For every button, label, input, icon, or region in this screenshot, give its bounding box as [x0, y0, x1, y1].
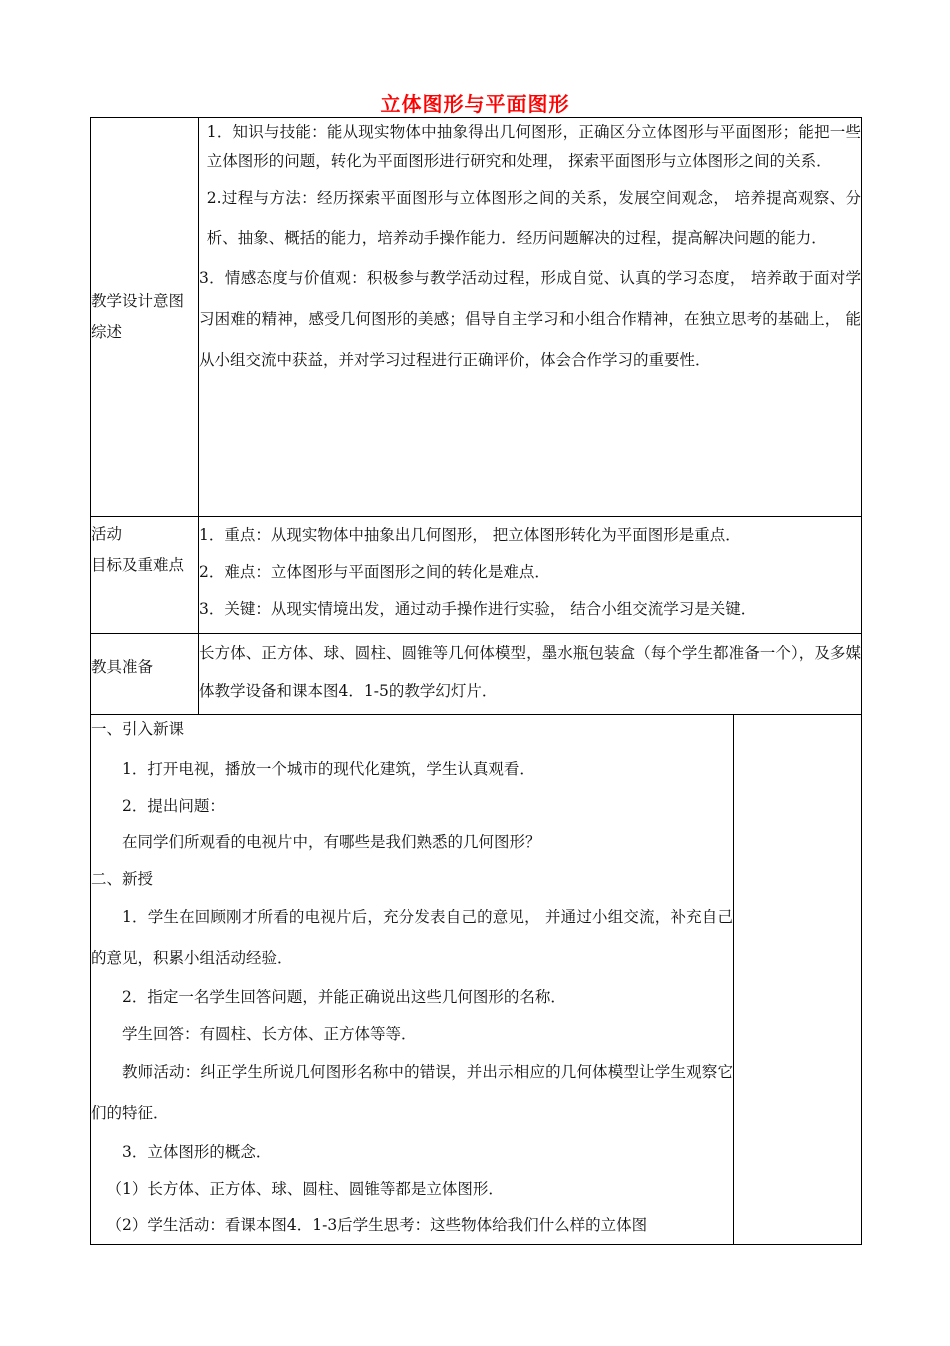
- lesson-line-teacher: 教师活动：纠正学生所说几何图形名称中的错误，并出示相应的几何体模型让学生观察它们的特征．: [91, 1063, 733, 1122]
- goal-key-point: 1．重点：从现实物体中抽象出几何图形， 把立体图形转化为平面图形是重点．: [199, 526, 741, 544]
- intent-label: 教学设计意图综述: [91, 292, 185, 341]
- intent-line-1: 1．知识与技能：能从现实物体中抽象得出几何图形，正确区分立体图形与平面图形；能把一些立体图形的问题，转化为平面图形进行研究和处理， 探索平面图形与立体图形之间的关系．: [206, 123, 862, 170]
- goal-difficulty: 2．难点：立体图形与平面图形之间的转化是难点．: [199, 563, 550, 581]
- goal-crux: 3．关键：从现实情境出发，通过动手操作进行实验， 结合小组交流学习是关键．: [199, 600, 757, 618]
- lesson-line-ask: 在同学们所观看的电视片中，有哪些是我们熟悉的几何图形？: [122, 833, 541, 851]
- tools-label-cell: [91, 634, 199, 715]
- lesson-line-question: 2．提出问题：: [122, 796, 225, 815]
- lesson-line-student-answer: 学生回答：有圆柱、长方体、正方体等等．: [122, 1024, 417, 1043]
- goals-content-cell: [199, 517, 862, 634]
- goals-label-line2: 目标及重难点: [91, 556, 185, 574]
- lesson-notes-cell: [734, 715, 862, 1245]
- intent-line-2: 2.过程与方法：经历探索平面图形与立体图形之间的关系，发展空间观念， 培养提高观察、分析、抽象、概括的能力，培养动手操作能力．经历问题解决的过程，提高解决问题的能力．: [206, 189, 862, 247]
- intent-row: [91, 118, 862, 517]
- lesson-line-tv: 1．打开电视，播放一个城市的现代化建筑，学生认真观看．: [122, 760, 535, 778]
- lesson-line-review: 1．学生在回顾刚才所看的电视片后，充分发表自己的意见， 并通过小组交流，补充自己的意见，积累小组活动经验．: [91, 908, 733, 967]
- lesson-plan-table: [90, 117, 862, 1245]
- lesson-section-intro: 一、引入新课: [91, 720, 185, 738]
- tools-text: 长方体、正方体、球、圆柱、圆锥等几何体模型，墨水瓶包装盒（每个学生都准备一个），及多媒体教学设备和课本图4．1-5的教学幻灯片．: [199, 644, 862, 700]
- lesson-line-answer-task: 2．指定一名学生回答问题，并能正确说出这些几何图形的名称．: [122, 988, 566, 1006]
- intent-label-cell: [91, 118, 199, 517]
- intent-line-3: 3．情感态度与价值观：积极参与教学活动过程，形成自觉、认真的学习态度， 培养敢于面对学习困难的精神，感受几何图形的美感；倡导自主学习和小组合作精神，在独立思考的基础上， 能从小组交流中获益，并对学习过程进行正确评价，体会合作学习的重要性．: [199, 269, 862, 369]
- lesson-line-concept: 3．立体图形的概念．: [122, 1143, 272, 1161]
- lesson-line-activity: （2）学生活动：看课本图4．1-3后学生思考：这些物体给我们什么样的立体图: [106, 1216, 648, 1234]
- lesson-content-cell: [91, 715, 734, 1245]
- tools-row: [91, 634, 862, 715]
- lesson-row: [91, 715, 862, 1245]
- goals-label-line1: 活动: [91, 525, 123, 543]
- lesson-section-new: 二、新授: [91, 869, 154, 888]
- intent-content-cell: [199, 118, 862, 517]
- document-title: 立体图形与平面图形: [380, 92, 570, 116]
- goals-label-cell: [91, 517, 199, 634]
- tools-label: 教具准备: [91, 658, 154, 676]
- lesson-line-solids: （1）长方体、正方体、球、圆柱、圆锥等都是立体图形．: [106, 1179, 504, 1198]
- tools-content-cell: [199, 634, 862, 715]
- goals-row: [91, 517, 862, 634]
